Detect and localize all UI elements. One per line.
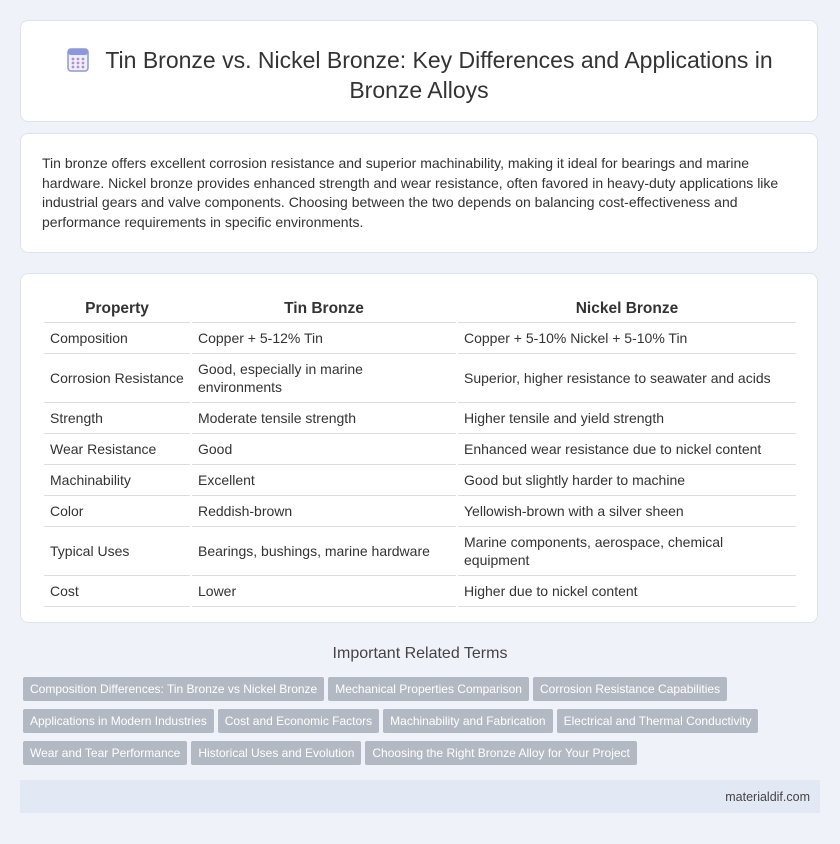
table-cell: Higher tensile and yield strength <box>458 403 796 434</box>
table-cell: Reddish-brown <box>192 496 456 527</box>
table-row <box>44 496 796 527</box>
intro-paragraph: Tin bronze offers excellent corrosion resistance and superior machinability, making it ideal for bearings and marine hardware. Nickel bronze provides enhanced strength and wear resistance, often favored in heavy-duty applications like industrial gears and valve components. Choosing between the two depends on balancing cost-effectiveness and performance requirements in specific environments. <box>42 155 779 230</box>
header-property: Property <box>44 292 190 323</box>
table-cell: Good <box>192 434 456 465</box>
table-row <box>44 527 796 576</box>
header-tin-bronze: Tin Bronze <box>192 292 456 323</box>
table-header-row <box>44 292 796 323</box>
table-cell: Strength <box>44 403 190 434</box>
related-tag[interactable]: Historical Uses and Evolution <box>191 741 361 765</box>
table-cell: Lower <box>192 576 456 607</box>
table-cell: Yellowish-brown with a silver sheen <box>458 496 796 527</box>
comparison-table <box>42 292 798 607</box>
table-row <box>44 354 796 403</box>
site-link[interactable]: materialdif.com <box>725 790 810 804</box>
table-row <box>44 323 796 354</box>
table-cell: Copper + 5-12% Tin <box>192 323 456 354</box>
table-row <box>44 465 796 496</box>
table-cell: Typical Uses <box>44 527 190 576</box>
related-tag[interactable]: Electrical and Thermal Conductivity <box>557 709 759 733</box>
table-cell: Machinability <box>44 465 190 496</box>
related-tag[interactable]: Applications in Modern Industries <box>23 709 214 733</box>
related-tag[interactable]: Corrosion Resistance Capabilities <box>533 677 727 701</box>
table-cell: Bearings, bushings, marine hardware <box>192 527 456 576</box>
table-cell: Enhanced wear resistance due to nickel content <box>458 434 796 465</box>
related-terms-heading: Important Related Terms <box>332 645 508 662</box>
table-row <box>44 576 796 607</box>
table-row <box>44 403 796 434</box>
comparison-card <box>20 273 818 623</box>
table-cell: Copper + 5-10% Nickel + 5-10% Tin <box>458 323 796 354</box>
related-tag[interactable]: Choosing the Right Bronze Alloy for Your Project <box>365 741 636 765</box>
header-nickel-bronze: Nickel Bronze <box>458 292 796 323</box>
table-cell: Wear Resistance <box>44 434 190 465</box>
table-cell: Moderate tensile strength <box>192 403 456 434</box>
related-terms-list <box>23 677 823 773</box>
calculator-icon <box>65 47 91 73</box>
table-cell: Corrosion Resistance <box>44 354 190 403</box>
related-tag[interactable]: Cost and Economic Factors <box>218 709 379 733</box>
footer-bar <box>20 780 820 813</box>
table-cell: Good, especially in marine environments <box>192 354 456 403</box>
table-cell: Composition <box>44 323 190 354</box>
related-tag[interactable]: Wear and Tear Performance <box>23 741 187 765</box>
table-cell: Superior, higher resistance to seawater and acids <box>458 354 796 403</box>
table-cell: Cost <box>44 576 190 607</box>
table-cell: Good but slightly harder to machine <box>458 465 796 496</box>
table-cell: Excellent <box>192 465 456 496</box>
related-tag[interactable]: Machinability and Fabrication <box>383 709 552 733</box>
intro-card <box>20 133 818 253</box>
page-title <box>21 45 817 105</box>
table-cell: Color <box>44 496 190 527</box>
table-row <box>44 434 796 465</box>
related-tag[interactable]: Mechanical Properties Comparison <box>328 677 529 701</box>
title-card <box>20 20 818 122</box>
related-tag[interactable]: Composition Differences: Tin Bronze vs Nickel Bronze <box>23 677 324 701</box>
title-text: Tin Bronze vs. Nickel Bronze: Key Differences and Applications in Bronze Alloys <box>105 47 773 103</box>
table-cell: Higher due to nickel content <box>458 576 796 607</box>
table-cell: Marine components, aerospace, chemical equipment <box>458 527 796 576</box>
